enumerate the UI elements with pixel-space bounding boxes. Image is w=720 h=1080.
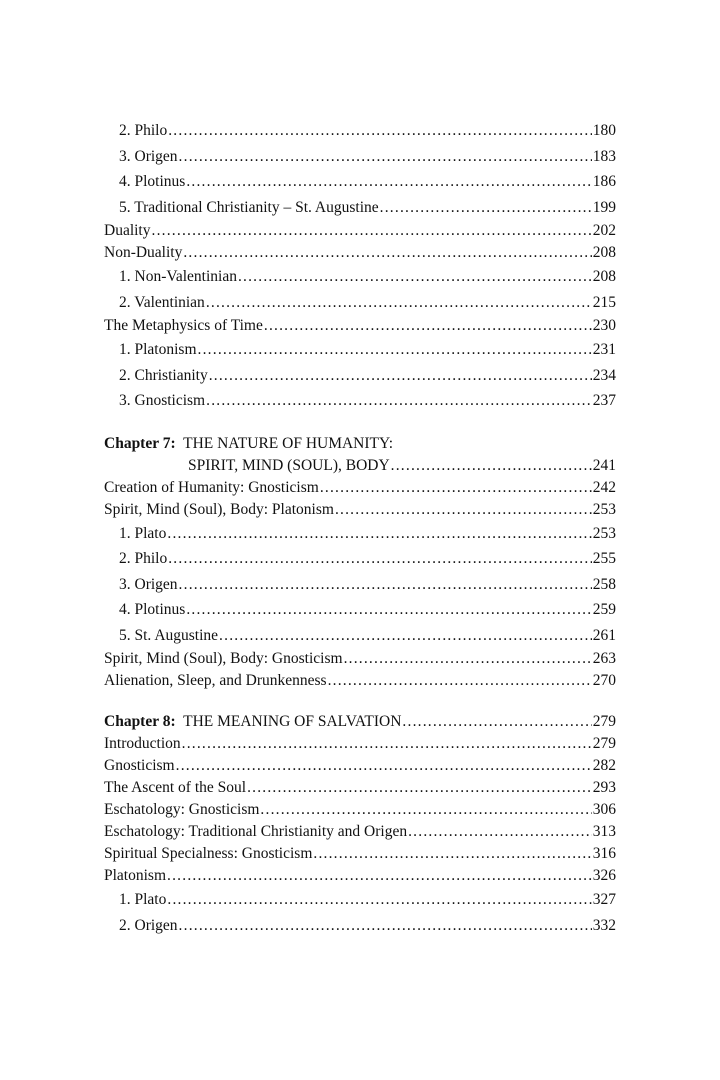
- toc-page-number: 263: [592, 650, 616, 667]
- toc-entry: [104, 388, 616, 414]
- dot-leader: [198, 337, 592, 363]
- toc-page-number: 199: [592, 198, 616, 216]
- dot-leader: [168, 118, 592, 144]
- toc-entry-label: 1. Plato: [119, 524, 167, 542]
- toc-page-number: 259: [592, 601, 616, 618]
- toc-page-number: 279: [592, 713, 616, 730]
- toc-page-number: 253: [592, 500, 616, 518]
- toc-entry: [104, 499, 616, 521]
- toc-entry: [104, 755, 616, 777]
- toc-page-number: 313: [592, 823, 616, 840]
- chapter-number: Chapter 8:: [104, 713, 176, 730]
- toc-entry: [104, 144, 616, 170]
- toc-entry: [104, 195, 616, 221]
- toc-page-number: 186: [592, 173, 616, 190]
- toc-entry-label: Eschatology: Gnosticism: [104, 801, 260, 818]
- toc-entry-label: 1. Platonism: [119, 341, 197, 358]
- toc-page-number: 326: [592, 867, 616, 884]
- dot-leader: [179, 144, 592, 170]
- toc-entry-label: 2. Valentinian: [119, 293, 205, 311]
- toc-page-number: 253: [592, 524, 616, 542]
- toc-entry-label: 2. Philo: [119, 122, 168, 139]
- dot-leader: [219, 623, 592, 649]
- chapter-heading-label: [104, 711, 401, 733]
- dot-leader: [176, 755, 592, 777]
- dot-leader: [408, 821, 592, 843]
- toc-entry: [104, 821, 616, 843]
- toc-entry: [104, 777, 616, 799]
- chapter-heading: [104, 433, 616, 455]
- toc-entry: [104, 546, 616, 572]
- toc-entry: [104, 337, 616, 363]
- toc-entry-label: 2. Philo: [119, 550, 168, 567]
- dot-leader: [152, 220, 592, 242]
- toc-page-number: 230: [592, 317, 616, 334]
- toc-entry: [104, 315, 616, 337]
- dot-leader: [179, 913, 592, 939]
- toc-entry-label: 1. Non-Valentinian: [119, 268, 237, 285]
- dot-leader: [183, 242, 591, 264]
- chapter-number: Chapter 7:: [104, 434, 176, 452]
- section-spacer: [104, 414, 616, 433]
- dot-leader: [206, 290, 592, 316]
- toc-entry: [104, 169, 616, 195]
- toc-entry: [104, 670, 616, 692]
- dot-leader: [328, 670, 592, 692]
- dot-leader: [335, 499, 592, 521]
- toc-entry: [104, 843, 616, 865]
- toc-page-number: 261: [592, 626, 616, 644]
- toc-page-number: 234: [592, 366, 616, 384]
- toc-page-number: 215: [592, 293, 616, 311]
- chapter-title-continued: SPIRIT, MIND (SOUL), BODY: [188, 456, 390, 474]
- toc-entry-label: Creation of Humanity: Gnosticism: [104, 478, 319, 496]
- toc-entry-label: 2. Christianity: [119, 366, 208, 384]
- toc-page-number: 208: [592, 268, 616, 285]
- toc-entry-label: Duality: [104, 222, 151, 239]
- dot-leader: [247, 777, 592, 799]
- toc-entry: [104, 242, 616, 264]
- toc-page-number: 306: [592, 801, 616, 818]
- toc-entry-label: 5. Traditional Christianity – St. Augustine: [119, 198, 379, 216]
- toc-entry-label: 3. Origen: [119, 575, 178, 593]
- toc-page-number: 258: [592, 575, 616, 593]
- toc-entry: [104, 118, 616, 144]
- toc-entry-label: Platonism: [104, 867, 167, 884]
- dot-leader: [167, 887, 591, 913]
- toc-entry-label: Spiritual Specialness: Gnosticism: [104, 845, 313, 862]
- dot-leader: [391, 455, 592, 477]
- toc-page-number: 270: [592, 672, 616, 689]
- toc-page-number: 255: [592, 550, 616, 567]
- dot-leader: [264, 315, 592, 337]
- toc-page-number: 237: [592, 392, 616, 409]
- dot-leader: [168, 546, 592, 572]
- chapter-heading: [104, 711, 616, 733]
- toc-entry: [104, 363, 616, 389]
- toc-page-number: 332: [592, 916, 616, 934]
- toc-entry: [104, 887, 616, 913]
- toc-entry: [104, 913, 616, 939]
- dot-leader: [167, 521, 591, 547]
- toc-entry-label: 3. Origen: [119, 147, 178, 165]
- dot-leader: [209, 363, 592, 389]
- toc-page-number: 208: [592, 244, 616, 261]
- toc-page-number: 183: [592, 147, 616, 165]
- dot-leader: [344, 648, 592, 670]
- dot-leader: [167, 865, 592, 887]
- dot-leader: [260, 799, 591, 821]
- dot-leader: [179, 572, 592, 598]
- toc-entry-label: 5. St. Augustine: [119, 626, 219, 644]
- toc-entry-label: Alienation, Sleep, and Drunkenness: [104, 672, 327, 689]
- toc-entry: [104, 648, 616, 670]
- dot-leader: [402, 711, 591, 733]
- chapter-title: THE MEANING OF SALVATION: [183, 713, 402, 730]
- dot-leader: [238, 264, 592, 290]
- dot-leader: [206, 388, 592, 414]
- toc-page-number: 202: [592, 222, 616, 239]
- toc-entry: [104, 623, 616, 649]
- toc-entry-label: 3. Gnosticism: [119, 392, 206, 409]
- dot-leader: [186, 169, 591, 195]
- table-of-contents: [104, 118, 616, 938]
- dot-leader: [182, 733, 592, 755]
- toc-page-number: 231: [592, 341, 616, 358]
- toc-entry: [104, 799, 616, 821]
- toc-entry-label: The Metaphysics of Time: [104, 317, 263, 334]
- toc-entry: [104, 572, 616, 598]
- dot-leader: [313, 843, 591, 865]
- toc-entry-label: The Ascent of the Soul: [104, 779, 247, 796]
- toc-entry-label: Non-Duality: [104, 244, 183, 261]
- toc-entry: [104, 290, 616, 316]
- toc-entry-label: Spirit, Mind (Soul), Body: Platonism: [104, 500, 334, 518]
- dot-leader: [380, 195, 592, 221]
- toc-entry-label: 4. Plotinus: [119, 173, 186, 190]
- toc-entry-label: 1. Plato: [119, 891, 167, 908]
- toc-entry-label: Gnosticism: [104, 757, 175, 774]
- toc-page-number: 316: [592, 845, 616, 862]
- toc-page-number: 242: [592, 478, 616, 496]
- dot-leader: [186, 597, 591, 623]
- toc-entry-label: 4. Plotinus: [119, 601, 186, 618]
- toc-page-number: 327: [592, 891, 616, 908]
- toc-entry: [104, 521, 616, 547]
- section-spacer: [104, 692, 616, 711]
- toc-entry: [104, 264, 616, 290]
- toc-entry-label: Introduction: [104, 735, 181, 752]
- toc-page-number: 279: [592, 735, 616, 752]
- toc-page-number: 293: [592, 779, 616, 796]
- toc-entry-label: 2. Origen: [119, 916, 178, 934]
- toc-entry: [104, 220, 616, 242]
- toc-entry: [104, 733, 616, 755]
- toc-entry: [104, 455, 616, 477]
- toc-entry: [104, 477, 616, 499]
- toc-entry-label: Eschatology: Traditional Christianity and Origen: [104, 823, 408, 840]
- toc-entry: [104, 865, 616, 887]
- toc-page-number: 180: [592, 122, 616, 139]
- chapter-title: THE NATURE OF HUMANITY:: [183, 434, 394, 452]
- toc-entry: [104, 597, 616, 623]
- dot-leader: [320, 477, 592, 499]
- toc-page-number: 282: [592, 757, 616, 774]
- toc-page-number: 241: [592, 456, 616, 474]
- toc-entry-label: Spirit, Mind (Soul), Body: Gnosticism: [104, 650, 343, 667]
